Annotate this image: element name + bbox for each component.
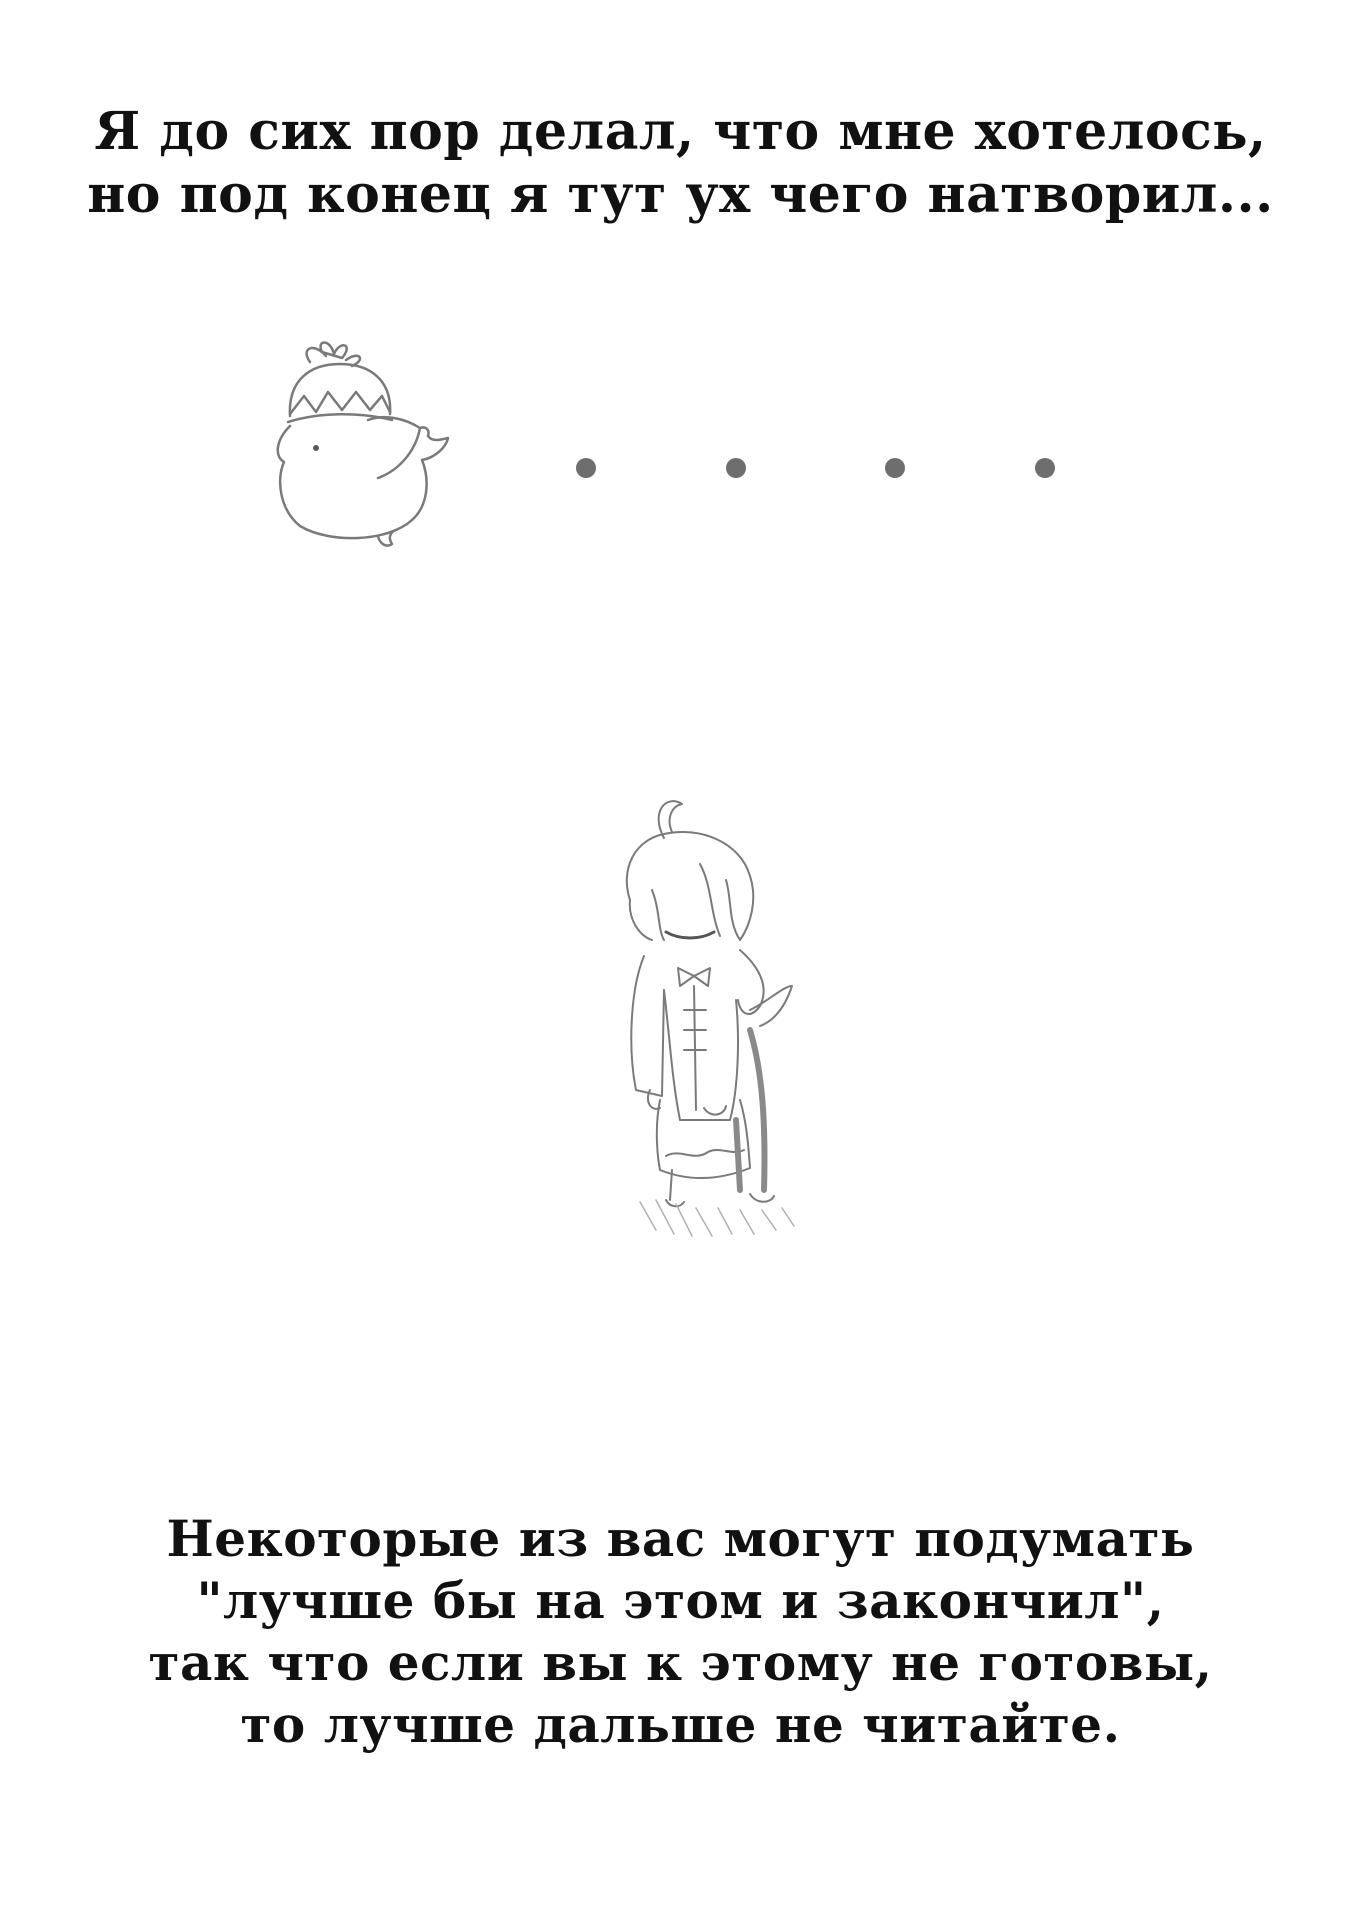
- bottom-caption: [0, 1508, 1361, 1756]
- bottom-caption-line-3: так что если вы к этому не готовы,: [148, 1633, 1213, 1692]
- top-caption-line-2: но под конец я тут ух чего натворил...: [87, 164, 1274, 226]
- ellipsis-dot: [1035, 458, 1055, 478]
- top-caption-line-1: Я до сих пор делал, что мне хотелось,: [94, 101, 1267, 162]
- helmeted-chick-icon: [270, 330, 480, 570]
- ellipsis-dot: [885, 458, 905, 478]
- ellipsis-dot: [726, 458, 746, 478]
- bottom-caption-line-1: Некоторые из вас могут подумать: [166, 1509, 1195, 1568]
- bottom-caption-line-4: то лучше дальше не читайте.: [240, 1695, 1121, 1754]
- ellipsis-dot: [576, 458, 596, 478]
- chibi-character-icon: [600, 790, 840, 1240]
- top-caption: [0, 100, 1361, 227]
- bottom-caption-line-2: "лучше бы на этом и закончил",: [196, 1571, 1165, 1630]
